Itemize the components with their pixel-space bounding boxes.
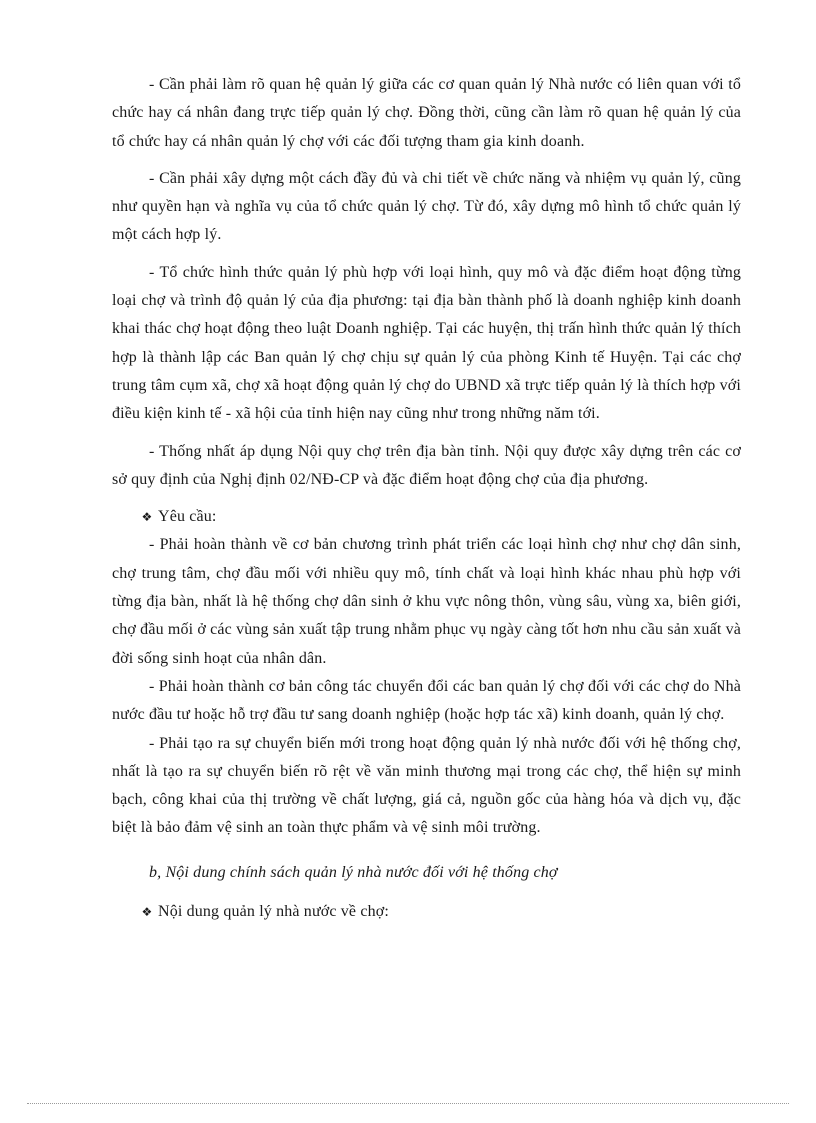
four-diamond-bullet-icon: ❖ bbox=[141, 510, 153, 525]
requirement-item: - Phải tạo ra sự chuyển biến mới trong hoạt động quản lý nhà nước đối với hệ thống chợ, nhất là tạo ra sự chuyển biến rõ rệt về văn minh thương mại trong các chợ, thể hiện sự minh bạch, công khai của thị trường về chất lượng, giá cả, nguồn gốc của hàng hóa và dịch vụ, đặc biệt là bảo đảm vệ sinh an toàn thực phẩm và vệ sinh môi trường. bbox=[112, 734, 741, 837]
requirements-label: Yêu cầu: bbox=[158, 508, 217, 526]
paragraph-market-rules: - Thống nhất áp dụng Nội quy chợ trên địa bàn tỉnh. Nội quy được xây dựng trên các cơ sở quy định của Nghị định 02/NĐ-CP và đặc điểm hoạt động chợ của địa phương. bbox=[112, 442, 741, 488]
page-bottom-divider bbox=[27, 1103, 789, 1104]
document-page bbox=[112, 71, 741, 926]
paragraph-management-forms: - Tổ chức hình thức quản lý phù hợp với loại hình, quy mô và đặc điểm hoạt động từng loại chợ và trình độ quản lý của địa phương: tại địa bàn thành phố là doanh nghiệp kinh doanh khai thác chợ hoạt động theo luật Doanh nghiệp. Tại các huyện, thị trấn hình thức quản lý thích hợp là thành lập các Ban quản lý chợ chịu sự quản lý của phòng Kinh tế Huyện. Tại các chợ trung tâm cụm xã, chợ xã hoạt động quản lý chợ do UBND xã trực tiếp quản lý là thích hợp với điều kiện kinh tế - xã hội của tỉnh hiện nay cũng như trong những năm tới. bbox=[112, 263, 741, 423]
state-management-content-heading bbox=[112, 898, 741, 926]
requirement-item: - Phải hoàn thành về cơ bản chương trình phát triển các loại hình chợ như chợ dân sinh, chợ trung tâm, chợ đầu mối với nhiều quy mô, tính chất và loại hình khác nhau phù hợp với từng địa bàn, nhất là hệ thống chợ dân sinh ở khu vực nông thôn, vùng sâu, vùng xa, biên giới, chợ đầu mối ở các vùng sản xuất tập trung nhằm phục vụ ngày càng tốt hơn nhu cầu sản xuất và đời sống sinh hoạt của nhân dân. bbox=[112, 536, 741, 667]
requirement-item: - Phải hoàn thành cơ bản công tác chuyển đổi các ban quản lý chợ đối với các chợ do Nhà nước đầu tư hoặc hỗ trợ đầu tư sang doanh nghiệp (hoặc hợp tác xã) kinh doanh, quản lý chợ. bbox=[112, 677, 741, 724]
paragraph-management-relations: - Cần phải làm rõ quan hệ quản lý giữa các cơ quan quản lý Nhà nước có liên quan với tổ chức hay cá nhân đang trực tiếp quản lý chợ. Đồng thời, cũng cần làm rõ quan hệ quản lý của tổ chức hay cá nhân quản lý chợ với các đối tượng tham gia kinh doanh. bbox=[112, 76, 741, 150]
section-b-heading: b, Nội dung chính sách quản lý nhà nước đối với hệ thống chợ bbox=[149, 863, 558, 881]
requirements-heading bbox=[112, 503, 741, 531]
paragraph-functions-duties: - Cần phải xây dựng một cách đầy đủ và chi tiết về chức năng và nhiệm vụ quản lý, cũng như quyền hạn và nghĩa vụ của tổ chức quản lý chợ. Từ đó, xây dựng mô hình tổ chức quản lý một cách hợp lý. bbox=[112, 169, 741, 244]
four-diamond-bullet-icon: ❖ bbox=[141, 905, 153, 920]
state-management-content-label: Nội dung quản lý nhà nước về chợ: bbox=[158, 903, 389, 921]
